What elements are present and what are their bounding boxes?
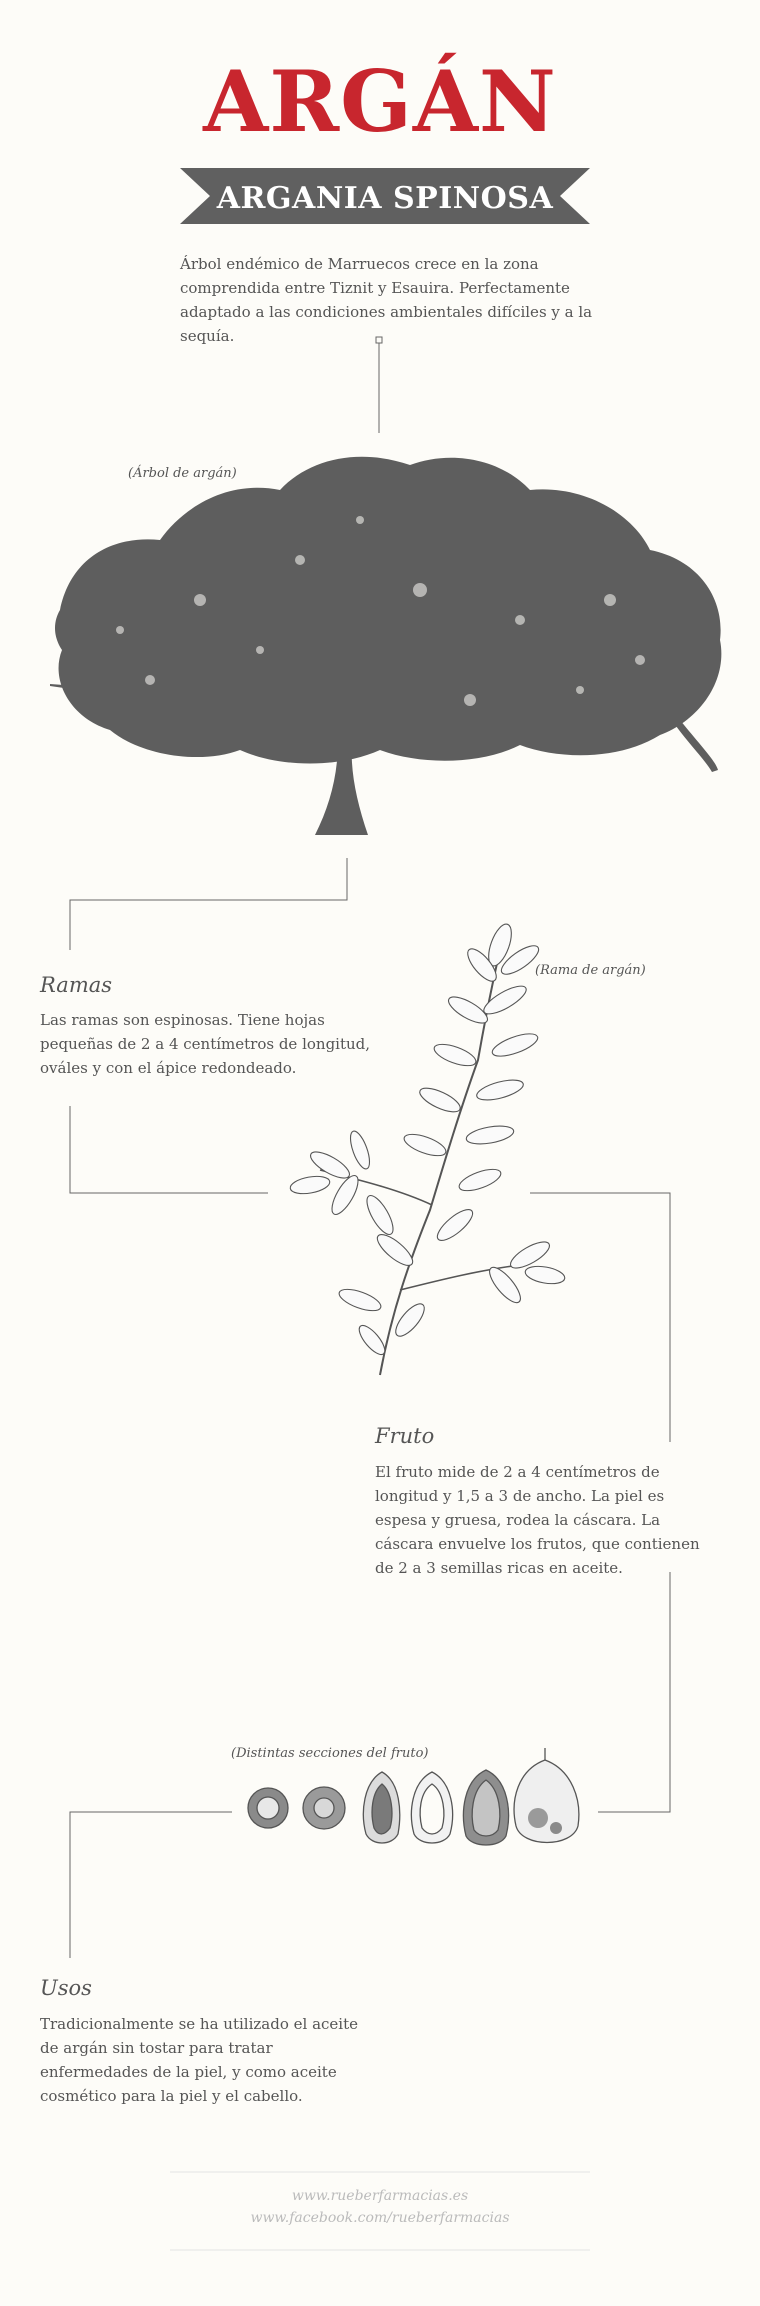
fruit-sections-caption: (Distintas secciones del fruto) — [231, 1746, 429, 1761]
fruit-heading: Fruto — [375, 1424, 435, 1448]
uses-heading: Usos — [40, 1976, 92, 2000]
intro-text: Árbol endémico de Marruecos crece en la zona comprendida entre Tiznit y Esauira. Perfectamente adaptado a las condiciones ambientales difíciles y a la sequía. — [180, 255, 593, 345]
uses-text: Tradicionalmente se ha utilizado el aceite de argán sin tostar para tratar enfermedades de la piel, y como aceite cosmético para la piel y el cabello. — [40, 2015, 358, 2105]
facebook-link[interactable]: www.facebook.com/rueberfarmacias — [250, 2210, 510, 2226]
fruit-sections-icon — [248, 1748, 579, 1845]
fruit-text: El fruto mide de 2 a 4 centímetros de longitud y 1,5 a 3 de ancho. La piel es espesa y gruesa, rodea la cáscara. La cáscara envuelve los frutos, que contienen de 2 a 3 semillas ricas en aceite. — [375, 1463, 700, 1577]
tree-caption: (Árbol de argán) — [128, 466, 237, 481]
argan-branch-icon — [289, 921, 566, 1375]
branch-caption: (Rama de argán) — [535, 963, 646, 978]
website-link[interactable]: www.rueberfarmacias.es — [291, 2188, 469, 2204]
argan-tree-icon — [50, 457, 721, 835]
subtitle-text: ARGANIA SPINOSA — [216, 181, 554, 216]
page-title: ARGÁN — [203, 52, 557, 151]
branches-heading: Ramas — [40, 973, 113, 997]
branches-text: Las ramas son espinosas. Tiene hojas pequeñas de 2 a 4 centímetros de longitud, ováles y con el ápice redondeado. — [40, 1011, 371, 1077]
